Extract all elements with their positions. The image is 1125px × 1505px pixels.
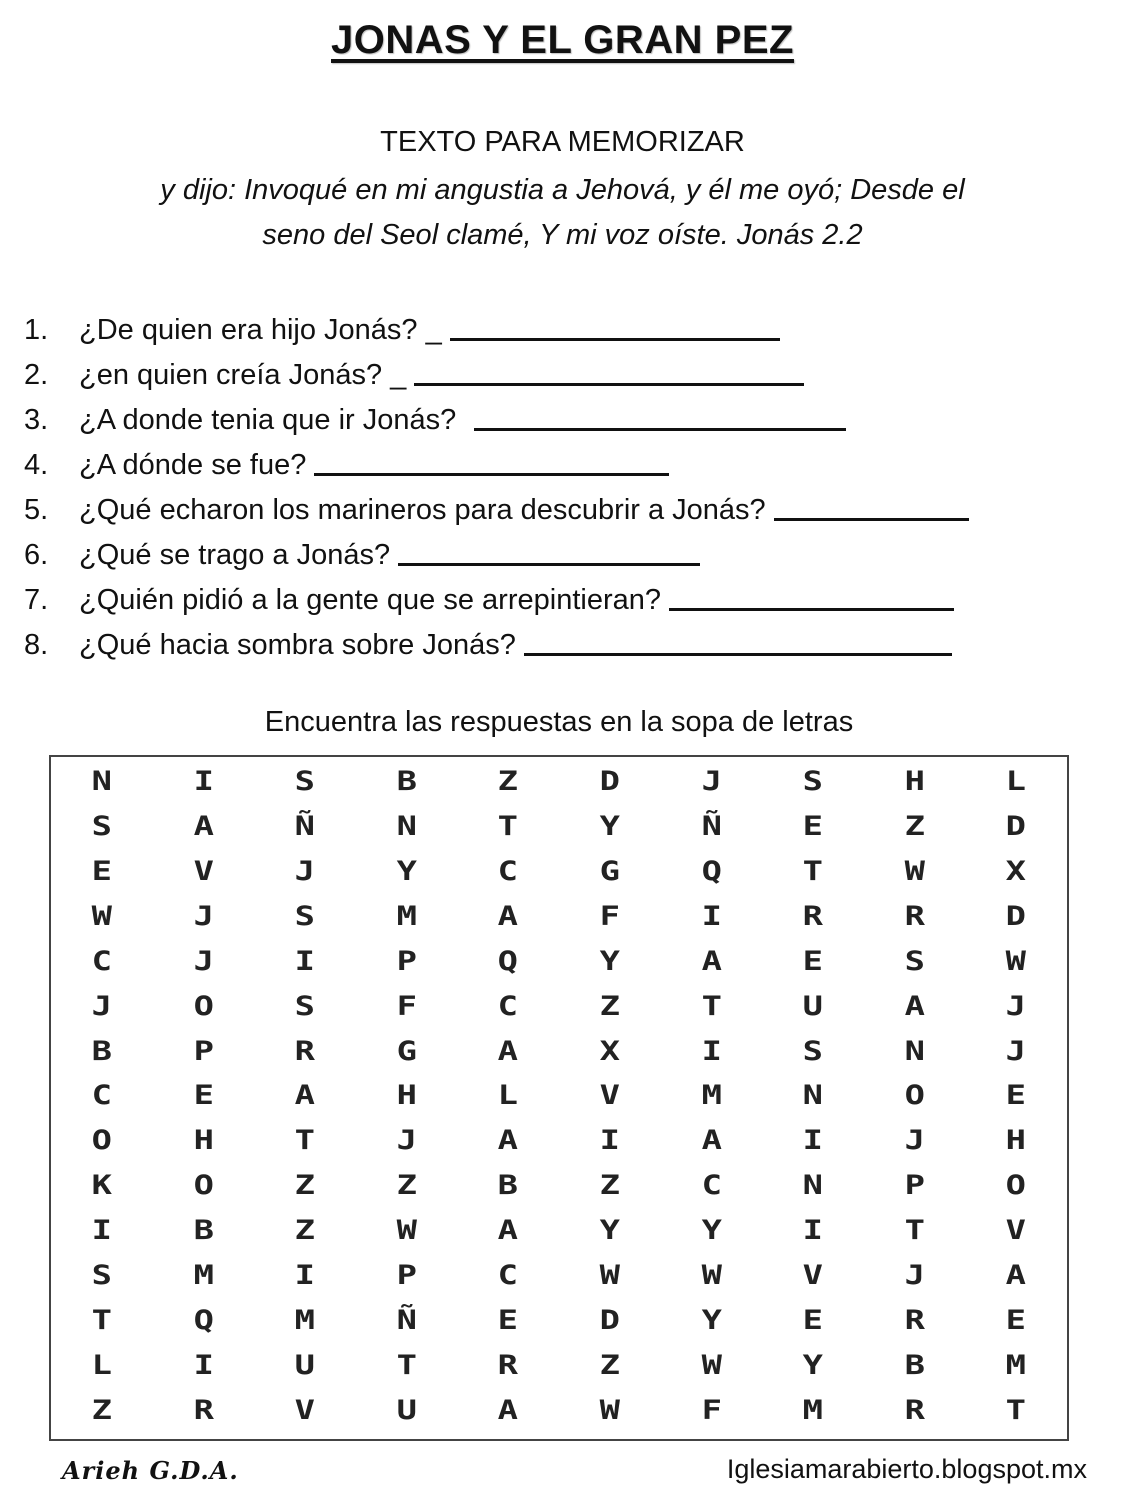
memory-verse: [60, 168, 1065, 258]
grid-letter[interactable]: J: [91, 990, 112, 1022]
grid-letter[interactable]: J: [1006, 990, 1027, 1022]
grid-letter[interactable]: T: [701, 990, 722, 1022]
page-title: JONAS Y EL GRAN PEZ: [331, 18, 794, 62]
question-4: [24, 437, 1104, 482]
grid-letter[interactable]: J: [904, 1260, 925, 1292]
grid-letter[interactable]: A: [701, 945, 722, 977]
grid-letter[interactable]: U: [802, 990, 824, 1022]
grid-letter[interactable]: C: [91, 945, 112, 977]
grid-letter[interactable]: I: [294, 945, 316, 977]
grid-letter[interactable]: N: [396, 810, 417, 842]
grid-letter[interactable]: X: [599, 1035, 620, 1067]
grid-letter[interactable]: E: [802, 810, 824, 842]
grid-letter[interactable]: W: [91, 900, 112, 932]
grid-letter[interactable]: E: [91, 855, 112, 887]
grid-letter[interactable]: Z: [294, 1215, 316, 1247]
grid-letter[interactable]: A: [1006, 1260, 1027, 1292]
grid-letter[interactable]: N: [802, 1080, 824, 1112]
grid-letter[interactable]: C: [91, 1080, 112, 1112]
grid-letter[interactable]: A: [498, 1125, 519, 1157]
grid-letter[interactable]: U: [396, 1395, 417, 1427]
grid-letter[interactable]: I: [91, 1215, 112, 1247]
grid-letter[interactable]: T: [396, 1350, 417, 1382]
grid-letter[interactable]: S: [904, 945, 925, 977]
grid-letter[interactable]: H: [1006, 1125, 1027, 1157]
grid-letter[interactable]: G: [599, 855, 620, 887]
question-text: ¿Qué echaron los marineros para descubrir a Jonás?: [79, 494, 766, 526]
answer-blank[interactable]: [474, 398, 846, 431]
grid-letter[interactable]: V: [599, 1080, 620, 1112]
grid-letter[interactable]: V: [1006, 1215, 1027, 1247]
grid-letter[interactable]: J: [396, 1125, 417, 1157]
answer-blank[interactable]: [774, 488, 969, 521]
grid-letter[interactable]: A: [701, 1125, 722, 1157]
grid-letter[interactable]: B: [91, 1035, 112, 1067]
grid-letter[interactable]: Y: [599, 810, 620, 842]
grid-letter[interactable]: M: [193, 1260, 214, 1292]
word-search-grid: [49, 755, 1069, 1441]
grid-letter[interactable]: I: [599, 1125, 620, 1157]
question-text: ¿Qué se trago a Jonás?: [79, 539, 391, 571]
grid-letter[interactable]: Y: [701, 1305, 722, 1337]
grid-letter[interactable]: U: [294, 1350, 316, 1382]
grid-letter[interactable]: W: [599, 1395, 620, 1427]
question-5: [24, 482, 1104, 527]
question-number: 3.: [24, 404, 49, 436]
grid-letter[interactable]: D: [1006, 810, 1027, 842]
grid-letter[interactable]: Q: [498, 945, 519, 977]
question-number: 6.: [24, 539, 49, 571]
question-number: 1.: [24, 314, 49, 346]
grid-letter[interactable]: I: [802, 1125, 824, 1157]
grid-letter[interactable]: O: [904, 1080, 925, 1112]
grid-letter[interactable]: J: [701, 765, 722, 797]
grid-letter[interactable]: S: [294, 990, 316, 1022]
grid-letter[interactable]: A: [498, 1035, 519, 1067]
question-text: ¿De quien era hijo Jonás? _: [79, 314, 442, 346]
grid-letter[interactable]: Z: [599, 990, 620, 1022]
grid-letter[interactable]: Y: [701, 1215, 722, 1247]
grid-letter[interactable]: A: [193, 810, 214, 842]
grid-letter[interactable]: T: [498, 810, 519, 842]
grid-letter[interactable]: B: [193, 1215, 214, 1247]
grid-letter[interactable]: A: [904, 990, 925, 1022]
question-number: 8.: [24, 629, 49, 661]
grid-letter[interactable]: K: [91, 1170, 112, 1202]
grid-letter[interactable]: W: [701, 1260, 722, 1292]
grid-letter[interactable]: C: [701, 1170, 722, 1202]
grid-letter[interactable]: E: [802, 945, 824, 977]
grid-letter[interactable]: F: [701, 1395, 722, 1427]
grid-letter[interactable]: O: [91, 1125, 112, 1157]
grid-letter[interactable]: W: [701, 1350, 722, 1382]
grid-letter[interactable]: F: [599, 900, 620, 932]
grid-letter[interactable]: Z: [294, 1170, 316, 1202]
question-1: [24, 302, 1104, 347]
question-text: ¿Quién pidió a la gente que se arrepintieran?: [79, 584, 661, 616]
grid-letter[interactable]: D: [599, 765, 620, 797]
grid-letter[interactable]: E: [1006, 1080, 1027, 1112]
answer-blank[interactable]: [314, 443, 669, 476]
question-number: 5.: [24, 494, 49, 526]
grid-letter[interactable]: R: [294, 1035, 316, 1067]
grid-letter[interactable]: S: [802, 765, 824, 797]
memorize-heading: TEXTO PARA MEMORIZAR: [380, 126, 745, 158]
grid-letter[interactable]: Z: [599, 1170, 620, 1202]
grid-letter[interactable]: V: [294, 1395, 316, 1427]
grid-letter[interactable]: B: [396, 765, 417, 797]
grid-letter[interactable]: H: [396, 1080, 417, 1112]
question-number: 4.: [24, 449, 49, 481]
grid-letter[interactable]: P: [193, 1035, 214, 1067]
grid-letter[interactable]: P: [904, 1170, 925, 1202]
grid-letter[interactable]: W: [904, 855, 925, 887]
grid-letter[interactable]: J: [193, 900, 214, 932]
grid-letter[interactable]: E: [802, 1305, 824, 1337]
grid-letter[interactable]: W: [1006, 945, 1027, 977]
question-6: [24, 527, 1104, 572]
grid-letter[interactable]: I: [802, 1215, 824, 1247]
grid-letter[interactable]: C: [498, 855, 519, 887]
grid-letter[interactable]: B: [498, 1170, 519, 1202]
source-link[interactable]: Iglesiamarabierto.blogspot.mx: [726, 1454, 1087, 1484]
grid-letter[interactable]: R: [802, 900, 824, 932]
question-text: ¿Qué hacia sombra sobre Jonás?: [79, 629, 516, 661]
grid-letter[interactable]: J: [294, 855, 316, 887]
grid-letter[interactable]: M: [802, 1395, 824, 1427]
grid-letter[interactable]: J: [1006, 1035, 1027, 1067]
grid-letter[interactable]: O: [1006, 1170, 1027, 1202]
grid-letter[interactable]: O: [193, 1170, 214, 1202]
grid-letter[interactable]: V: [193, 855, 214, 887]
grid-letter[interactable]: I: [294, 1260, 316, 1292]
grid-letter[interactable]: O: [193, 990, 214, 1022]
grid-letter[interactable]: M: [701, 1080, 722, 1112]
answer-blank[interactable]: [398, 533, 700, 566]
grid-letter[interactable]: S: [294, 900, 316, 932]
question-8: [24, 617, 1104, 662]
grid-letter[interactable]: Y: [802, 1350, 824, 1382]
grid-letter[interactable]: R: [904, 1305, 925, 1337]
grid-letter[interactable]: P: [396, 1260, 417, 1292]
grid-letter[interactable]: A: [498, 900, 519, 932]
answer-blank[interactable]: [669, 578, 954, 611]
grid-letter[interactable]: N: [904, 1035, 925, 1067]
grid-letter[interactable]: W: [599, 1260, 620, 1292]
grid-letter[interactable]: R: [498, 1350, 519, 1382]
grid-letter[interactable]: D: [1006, 900, 1027, 932]
grid-letter[interactable]: Z: [396, 1170, 417, 1202]
grid-letter[interactable]: Y: [599, 1215, 620, 1247]
grid-letter[interactable]: N: [91, 765, 112, 797]
grid-letter[interactable]: H: [193, 1125, 214, 1157]
question-7: [24, 572, 1104, 617]
grid-letter[interactable]: A: [498, 1215, 519, 1247]
author-signature: Arieh G.D.A.: [62, 1456, 239, 1485]
grid-letter[interactable]: S: [91, 810, 112, 842]
grid-letter[interactable]: Z: [498, 765, 519, 797]
question-number: 2.: [24, 359, 49, 391]
question-text: ¿A donde tenia que ir Jonás?: [79, 404, 457, 436]
grid-letter[interactable]: A: [498, 1395, 519, 1427]
grid-letter[interactable]: Ñ: [294, 810, 316, 842]
grid-letter[interactable]: L: [498, 1080, 519, 1112]
grid-letter[interactable]: X: [1006, 855, 1027, 887]
verse-line-1: y dijo: Invoqué en mi angustia a Jehová, y él me oyó; Desde el: [160, 174, 965, 206]
grid-letter[interactable]: G: [396, 1035, 417, 1067]
grid-letter[interactable]: Y: [599, 945, 620, 977]
grid-letter[interactable]: I: [193, 1350, 214, 1382]
answer-blank[interactable]: [450, 308, 780, 341]
grid-letter[interactable]: Ñ: [396, 1305, 417, 1337]
question-text: ¿en quien creía Jonás? _: [79, 359, 407, 391]
grid-letter[interactable]: Z: [599, 1350, 620, 1382]
grid-letter[interactable]: T: [904, 1215, 925, 1247]
grid-letter[interactable]: I: [701, 1035, 722, 1067]
grid-letter[interactable]: S: [91, 1260, 112, 1292]
grid-letter[interactable]: N: [802, 1170, 824, 1202]
grid-letter[interactable]: F: [396, 990, 417, 1022]
grid-letter[interactable]: S: [294, 765, 316, 797]
grid-letter[interactable]: Q: [701, 855, 722, 887]
grid-letter[interactable]: V: [802, 1260, 824, 1292]
grid-letter[interactable]: T: [294, 1125, 316, 1157]
question-number: 7.: [24, 584, 49, 616]
answer-blank[interactable]: [414, 353, 804, 386]
grid-letter[interactable]: R: [904, 900, 925, 932]
grid-letter[interactable]: L: [91, 1350, 112, 1382]
grid-letter[interactable]: R: [193, 1395, 214, 1427]
grid-letter[interactable]: H: [904, 765, 925, 797]
grid-letter[interactable]: Q: [193, 1305, 214, 1337]
verse-line-2: seno del Seol clamé, Y mi voz oíste. Jonás 2.2: [262, 219, 863, 251]
grid-letter[interactable]: S: [802, 1035, 824, 1067]
grid-letter[interactable]: L: [1006, 765, 1027, 797]
grid-letter[interactable]: T: [802, 855, 824, 887]
grid-letter[interactable]: J: [193, 945, 214, 977]
grid-letter[interactable]: Z: [904, 810, 925, 842]
puzzle-instruction: Encuentra las respuestas en la sopa de letras: [264, 706, 854, 738]
grid-letter[interactable]: I: [193, 765, 214, 797]
grid-letter[interactable]: C: [498, 1260, 519, 1292]
grid-letter[interactable]: Ñ: [701, 810, 722, 842]
grid-letter[interactable]: M: [294, 1305, 316, 1337]
grid-letter[interactable]: A: [294, 1080, 316, 1112]
grid-letter[interactable]: D: [599, 1305, 620, 1337]
grid-letter[interactable]: M: [1006, 1350, 1027, 1382]
question-3: [24, 392, 1104, 437]
question-text: ¿A dónde se fue?: [79, 449, 307, 481]
grid-letter[interactable]: E: [193, 1080, 214, 1112]
grid-letter[interactable]: E: [1006, 1305, 1027, 1337]
question-2: [24, 347, 1104, 392]
grid-letter[interactable]: Z: [91, 1395, 112, 1427]
grid-letter[interactable]: B: [904, 1350, 925, 1382]
grid-letter[interactable]: Y: [396, 855, 417, 887]
question-list: [24, 302, 1104, 662]
grid-letter[interactable]: C: [498, 990, 519, 1022]
answer-blank[interactable]: [524, 623, 952, 656]
grid-letter[interactable]: J: [904, 1125, 925, 1157]
grid-letter[interactable]: T: [1006, 1395, 1027, 1427]
grid-letter[interactable]: I: [701, 900, 722, 932]
grid-letter[interactable]: P: [396, 945, 417, 977]
grid-letter[interactable]: R: [904, 1395, 925, 1427]
grid-letter[interactable]: E: [498, 1305, 519, 1337]
grid-letter[interactable]: M: [396, 900, 417, 932]
grid-letter[interactable]: T: [91, 1305, 112, 1337]
grid-letter[interactable]: W: [396, 1215, 417, 1247]
